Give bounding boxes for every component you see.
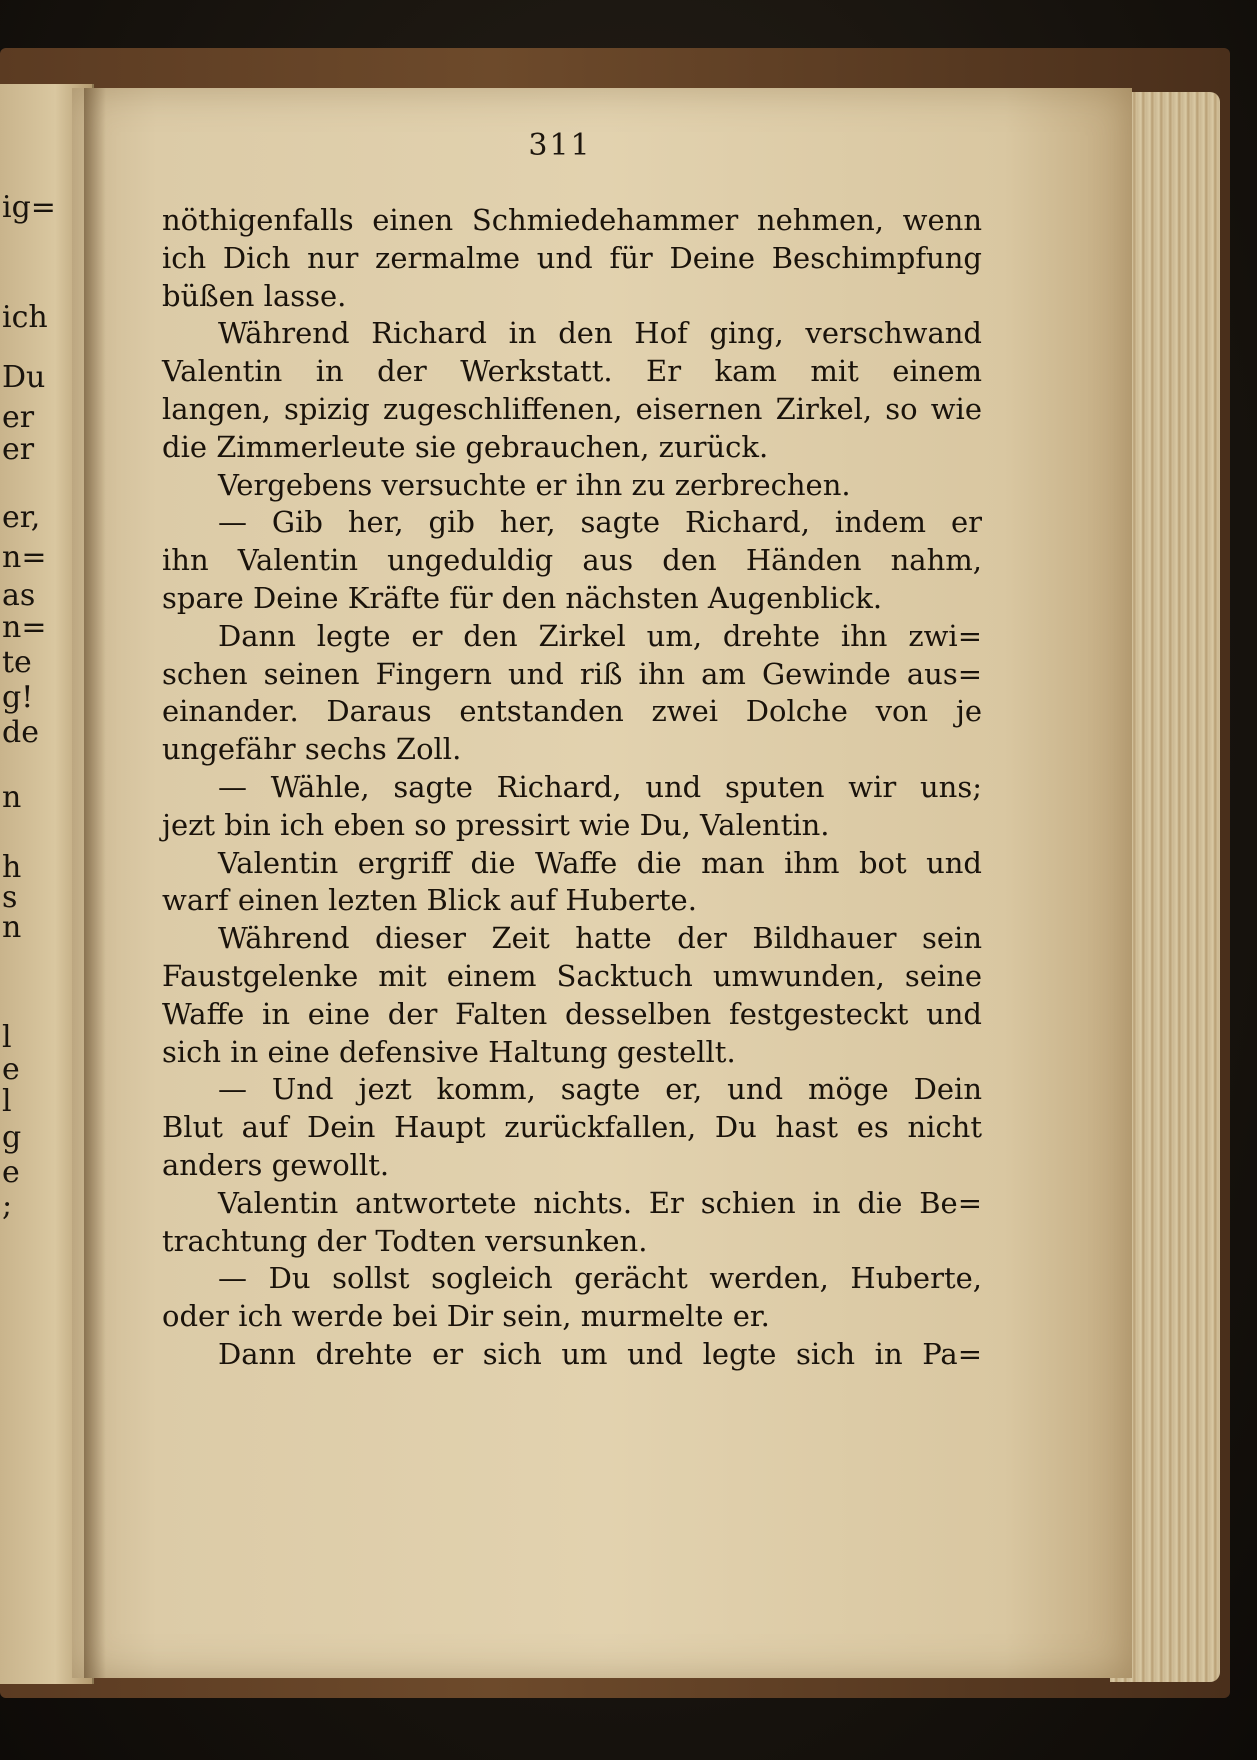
page-gutter-shadow xyxy=(84,88,106,1678)
previous-page-fragment: er, xyxy=(2,500,41,535)
previous-page-fragment: n xyxy=(2,780,22,815)
previous-page-fragment: Du xyxy=(2,360,46,395)
text-line: Dann drehte er sich um und legte sich in Pa= xyxy=(218,1336,982,1371)
text-line: büßen lasse. xyxy=(162,278,347,313)
previous-page-fragment: e xyxy=(2,1155,20,1190)
previous-page-fragment: ; xyxy=(2,1188,13,1223)
previous-page-fragment: n xyxy=(2,910,22,945)
text-line: spare Deine Kräfte für den nächsten Augenblick. xyxy=(162,580,883,615)
previous-page-fragment: ich xyxy=(2,300,48,335)
text-line: — Gib her, gib her, sagte Richard, indem er xyxy=(218,505,982,540)
page-number: 311 xyxy=(528,128,592,163)
previous-page-fragment: er xyxy=(2,432,35,467)
previous-page-fragment: as xyxy=(2,578,36,613)
previous-page-fragment: de xyxy=(2,715,39,750)
text-line: die Zimmerleute sie gebrauchen, zurück. xyxy=(162,429,769,464)
text-line: jezt bin ich eben so pressirt wie Du, Valentin. xyxy=(162,807,830,842)
text-line: nöthigenfalls einen Schmiedehammer nehmen, wenn xyxy=(162,203,982,237)
text-line: Faustgelenke mit einem Sacktuch umwunden, seine xyxy=(162,958,982,993)
previous-page-fragment: l xyxy=(2,1084,12,1119)
previous-page-fragment: n= xyxy=(2,540,47,575)
text-line: Valentin ergriff die Waffe die man ihm bot und xyxy=(218,845,982,880)
text-line: — Und jezt komm, sagte er, und möge Dein xyxy=(218,1072,982,1107)
previous-page-fragment: g xyxy=(2,1120,22,1155)
text-line: langen, spizig zugeschliffenen, eisernen Zirkel, so wie xyxy=(162,391,982,426)
text-line: Valentin in der Werkstatt. Er kam mit einem xyxy=(162,354,982,389)
text-line: Waffe in eine der Falten desselben festgesteckt und xyxy=(162,996,982,1031)
text-line: schen seinen Fingern und riß ihn am Gewinde aus= xyxy=(162,656,982,691)
text-line: oder ich werde bei Dir sein, murmelte er. xyxy=(162,1299,770,1334)
previous-page-fragment: s xyxy=(2,880,18,915)
previous-page-fragment: h xyxy=(2,850,22,885)
text-line: ich Dich nur zermalme und für Deine Beschimpfung xyxy=(162,240,982,275)
text-line: ihn Valentin ungeduldig aus den Händen nahm, xyxy=(162,543,982,578)
previous-page-fragment: er xyxy=(2,400,35,435)
text-line: — Du sollst sogleich gerächt werden, Huberte, xyxy=(218,1261,982,1296)
text-line: ungefähr sechs Zoll. xyxy=(162,732,462,767)
text-line: einander. Daraus entstanden zwei Dolche von je xyxy=(162,694,982,729)
text-line: Vergebens versuchte er ihn zu zerbrechen. xyxy=(218,467,851,502)
previous-page-fragment: te xyxy=(2,645,32,680)
text-line: anders gewollt. xyxy=(162,1147,390,1182)
previous-page-fragment: n= xyxy=(2,610,47,645)
text-line: warf einen lezten Blick auf Huberte. xyxy=(162,883,697,918)
text-line: trachtung der Todten versunken. xyxy=(162,1223,648,1258)
text-line: Während dieser Zeit hatte der Bildhauer sein xyxy=(218,921,982,956)
previous-page-fragment: e xyxy=(2,1052,20,1087)
text-line: — Wähle, sagte Richard, und sputen wir uns; xyxy=(218,769,982,804)
previous-page-fragment: ig= xyxy=(2,190,56,225)
page-body-text xyxy=(162,202,982,1374)
text-line: Dann legte er den Zirkel um, drehte ihn zwi= xyxy=(218,618,982,653)
text-line: Blut auf Dein Haupt zurückfallen, Du hast es nicht xyxy=(162,1110,982,1145)
previous-page-fragment: g! xyxy=(2,680,34,715)
text-line: sich in eine defensive Haltung gestellt. xyxy=(162,1034,736,1069)
previous-page-fragment: l xyxy=(2,1020,12,1055)
text-line: Valentin antwortete nichts. Er schien in die Be= xyxy=(218,1185,982,1220)
text-line: Während Richard in den Hof ging, verschwand xyxy=(218,316,982,351)
